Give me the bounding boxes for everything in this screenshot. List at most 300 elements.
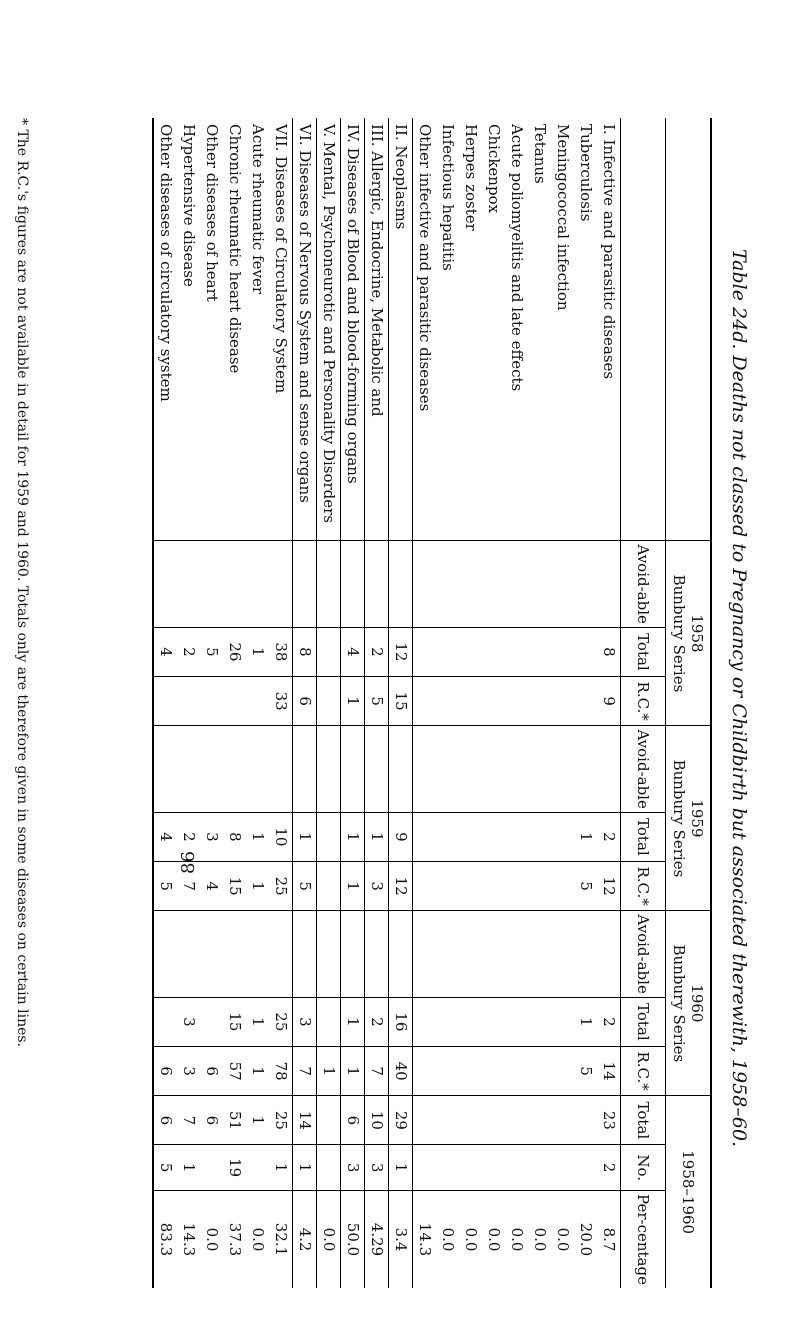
table-cell	[505, 726, 528, 812]
table-cell	[551, 1096, 574, 1145]
table-cell: 9	[597, 676, 621, 726]
table-cell	[200, 676, 223, 726]
table-cell: 7	[293, 1046, 317, 1096]
table-cell: 6	[153, 1096, 177, 1145]
header-sub: Total	[621, 997, 666, 1046]
table-cell: 6	[200, 1096, 223, 1145]
table-cell	[413, 997, 437, 1046]
table-cell: 1	[246, 812, 269, 861]
table-row	[574, 118, 597, 1288]
header-row-subcolumns	[621, 118, 666, 1288]
table-cell: 20.0	[574, 1191, 597, 1289]
table-cell	[341, 726, 365, 812]
header-sub: R.C.*	[621, 676, 666, 726]
table-cell: 1	[317, 1046, 341, 1096]
table-row	[246, 118, 269, 1288]
table-row	[200, 118, 223, 1288]
table-cell	[177, 911, 200, 997]
table-cell: 0.0	[459, 1191, 482, 1289]
table-cell: 4.2	[293, 1191, 317, 1289]
table-row	[597, 118, 621, 1288]
table-cell	[413, 676, 437, 726]
table-cell	[574, 676, 597, 726]
table-cell	[436, 726, 459, 812]
table-cell: 4.29	[365, 1191, 389, 1289]
table-cell: 15	[223, 997, 246, 1046]
row-label: Acute poliomyelitis and late effects	[508, 124, 526, 392]
table-cell: 78	[269, 1046, 293, 1096]
table-cell	[574, 911, 597, 997]
table-cell: 3	[341, 1145, 365, 1191]
table-cell: 2	[597, 1145, 621, 1191]
table-cell: 37.3	[223, 1191, 246, 1289]
table-cell	[551, 911, 574, 997]
table-cell: 1	[246, 861, 269, 911]
table-cell	[459, 1145, 482, 1191]
table-cell	[153, 911, 177, 997]
table-cell: 15	[223, 861, 246, 911]
table-cell: 23	[597, 1096, 621, 1145]
table-cell	[528, 541, 551, 627]
table-cell	[389, 726, 413, 812]
table-cell	[365, 726, 389, 812]
table-cell: 4	[341, 627, 365, 676]
table-cell: 1	[574, 812, 597, 861]
table-cell	[482, 861, 505, 911]
table-cell	[293, 726, 317, 812]
table-cell: 1	[341, 676, 365, 726]
table-cell	[551, 861, 574, 911]
table-cell	[413, 1145, 437, 1191]
table-cell	[317, 1145, 341, 1191]
table-cell	[459, 627, 482, 676]
table-cell: 14.3	[413, 1191, 437, 1289]
table-cell: 57	[223, 1046, 246, 1096]
table-cell	[505, 812, 528, 861]
table-cell: 0.0	[482, 1191, 505, 1289]
header-period-1958: 1958 Bunbury Series	[666, 541, 712, 726]
table-cell	[436, 627, 459, 676]
table-cell: 10	[269, 812, 293, 861]
header-sub: R.C.*	[621, 1046, 666, 1096]
table-cell: 1	[389, 1145, 413, 1191]
table-cell	[317, 812, 341, 861]
table-cell	[436, 1145, 459, 1191]
header-row-periods	[666, 118, 712, 1288]
table-cell: 0.0	[505, 1191, 528, 1289]
table-cell: 3	[177, 997, 200, 1046]
table-cell	[459, 1046, 482, 1096]
table-cell	[436, 911, 459, 997]
table-row	[293, 118, 317, 1288]
table-cell: 40	[389, 1046, 413, 1096]
table-cell	[317, 1096, 341, 1145]
table-cell	[574, 1145, 597, 1191]
row-label: Other diseases of heart	[203, 124, 221, 302]
table-cell: 6	[153, 1046, 177, 1096]
table-cell: 0.0	[436, 1191, 459, 1289]
table-cell: 0.0	[200, 1191, 223, 1289]
table-cell: 8	[223, 812, 246, 861]
table-cell	[177, 676, 200, 726]
table-cell	[293, 911, 317, 997]
table-cell	[317, 861, 341, 911]
table-cell	[153, 676, 177, 726]
table-cell: 14	[293, 1096, 317, 1145]
table-cell	[153, 726, 177, 812]
row-label: Hypertensive disease	[180, 124, 198, 287]
table-cell	[482, 627, 505, 676]
table-cell	[551, 997, 574, 1046]
table-cell: 1	[365, 812, 389, 861]
header-sub: Total	[621, 812, 666, 861]
table-cell: 7	[365, 1046, 389, 1096]
table-cell: 83.3	[153, 1191, 177, 1289]
table-cell: 6	[200, 1046, 223, 1096]
table-cell: 1	[341, 1046, 365, 1096]
table-cell: 5	[574, 1046, 597, 1096]
table-cell	[551, 676, 574, 726]
table-cell: 19	[223, 1145, 246, 1191]
table-row	[528, 118, 551, 1288]
table-cell	[482, 911, 505, 997]
table-cell: 1	[269, 1145, 293, 1191]
table-cell	[551, 812, 574, 861]
table-cell	[389, 911, 413, 997]
table-cell	[551, 541, 574, 627]
table-cell	[413, 726, 437, 812]
table-row	[269, 118, 293, 1288]
table-cell: 10	[365, 1096, 389, 1145]
table-cell	[200, 997, 223, 1046]
table-cell: 8	[597, 627, 621, 676]
table-cell: 3	[200, 812, 223, 861]
table-row	[551, 118, 574, 1288]
header-period-1959: 1959 Bunbury Series	[666, 726, 712, 911]
header-sub: No.	[621, 1145, 666, 1191]
row-label: Meningococcal infection	[554, 124, 572, 311]
table-cell	[528, 861, 551, 911]
table-body	[153, 118, 621, 1288]
table-cell	[341, 911, 365, 997]
table-cell: 15	[389, 676, 413, 726]
table-cell	[436, 997, 459, 1046]
table-cell	[269, 541, 293, 627]
table-cell: 2	[177, 627, 200, 676]
row-label: Other infective and parasitic diseases	[416, 124, 434, 412]
table-cell: 29	[389, 1096, 413, 1145]
table-cell	[317, 997, 341, 1046]
table-cell: 6	[341, 1096, 365, 1145]
table-cell	[413, 1096, 437, 1145]
table-cell: 12	[597, 861, 621, 911]
table-cell: 0.0	[528, 1191, 551, 1289]
table-cell: 2	[177, 812, 200, 861]
table-cell	[505, 1096, 528, 1145]
table-cell	[528, 1046, 551, 1096]
table-cell: 5	[365, 676, 389, 726]
table-cell: 6	[293, 676, 317, 726]
table-cell	[528, 812, 551, 861]
table-cell	[528, 1145, 551, 1191]
table-cell	[528, 726, 551, 812]
table-cell	[436, 812, 459, 861]
table-cell	[528, 1096, 551, 1145]
row-label: I. Infective and parasitic diseases	[597, 118, 621, 541]
table-cell: 14	[597, 1046, 621, 1096]
table-cell	[246, 1145, 269, 1191]
table-cell	[293, 541, 317, 627]
table-row	[505, 118, 528, 1288]
table-cell	[200, 911, 223, 997]
table-cell: 2	[365, 997, 389, 1046]
header-period-1960: 1960 Bunbury Series	[666, 911, 712, 1096]
data-table	[152, 118, 712, 1288]
table-cell: 7	[177, 1096, 200, 1145]
row-label: IV. Diseases of Blood and blood-forming organs	[341, 118, 365, 541]
table-cell: 8	[293, 627, 317, 676]
table-cell	[317, 726, 341, 812]
table-cell: 1	[574, 997, 597, 1046]
table-cell: 2	[365, 627, 389, 676]
table-cell: 4	[153, 627, 177, 676]
table-cell: 26	[223, 627, 246, 676]
table-cell: 14.3	[177, 1191, 200, 1289]
table-cell	[597, 911, 621, 997]
table-cell: 1	[341, 997, 365, 1046]
table-cell: 1	[341, 812, 365, 861]
table-cell: 5	[293, 861, 317, 911]
table-cell	[389, 541, 413, 627]
table-row	[341, 118, 365, 1288]
table-cell: 1	[246, 997, 269, 1046]
table-cell	[597, 726, 621, 812]
table-cell	[459, 861, 482, 911]
table-cell	[505, 541, 528, 627]
table-caption: Table 24d. Deaths not classed to Pregnancy or Childbirth but associated therewith, 1958–60.	[728, 248, 750, 1148]
table-cell: 1	[293, 1145, 317, 1191]
table-cell: 51	[223, 1096, 246, 1145]
table-cell: 1	[341, 861, 365, 911]
table-cell	[459, 997, 482, 1046]
table-cell: 16	[389, 997, 413, 1046]
table-cell: 3	[177, 1046, 200, 1096]
row-label: Infectious hepatitis	[439, 124, 457, 271]
table-cell	[482, 541, 505, 627]
table-cell: 3.4	[389, 1191, 413, 1289]
table-cell	[482, 997, 505, 1046]
table-cell: 4	[200, 861, 223, 911]
table-cell	[413, 541, 437, 627]
header-sub-label-cell	[621, 118, 666, 541]
header-sub: Total	[621, 1096, 666, 1145]
row-label: Chronic rheumatic heart disease	[226, 124, 244, 374]
table-cell	[413, 861, 437, 911]
table-row	[413, 118, 437, 1288]
header-label-cell	[666, 118, 712, 541]
table-cell	[365, 911, 389, 997]
header-sub: Total	[621, 627, 666, 676]
table-row	[223, 118, 246, 1288]
table-cell	[436, 541, 459, 627]
table-cell	[153, 541, 177, 627]
table-cell: 0.0	[317, 1191, 341, 1289]
table-cell	[459, 676, 482, 726]
header-sub: Per-centage	[621, 1191, 666, 1289]
header-sub: Avoid-able	[621, 726, 666, 812]
table-row	[153, 118, 177, 1288]
table-cell	[177, 726, 200, 812]
table-cell	[597, 541, 621, 627]
table-cell	[528, 911, 551, 997]
table-cell	[223, 676, 246, 726]
table-cell	[223, 726, 246, 812]
row-label: Tetanus	[531, 124, 549, 184]
table-cell: 2	[597, 812, 621, 861]
table-cell	[223, 541, 246, 627]
header-sub: Avoid-able	[621, 541, 666, 627]
table-cell	[246, 541, 269, 627]
table-cell	[574, 541, 597, 627]
table-cell	[459, 726, 482, 812]
table-cell	[459, 1096, 482, 1145]
table-row	[389, 118, 413, 1288]
table-cell	[436, 1096, 459, 1145]
table-row	[459, 118, 482, 1288]
table-cell	[436, 1046, 459, 1096]
table-cell	[505, 627, 528, 676]
table-cell	[269, 911, 293, 997]
row-label: Chickenpox	[485, 124, 503, 214]
table-cell	[200, 541, 223, 627]
table-cell	[200, 1145, 223, 1191]
table-cell: 1	[246, 627, 269, 676]
table-cell: 1	[293, 812, 317, 861]
table-cell	[551, 627, 574, 676]
table-cell	[574, 1096, 597, 1145]
table-cell: 1	[246, 1096, 269, 1145]
table-cell	[365, 541, 389, 627]
table-cell	[177, 541, 200, 627]
row-label: Herpes zoster	[462, 124, 480, 231]
table-cell	[459, 812, 482, 861]
table-cell	[574, 726, 597, 812]
table-cell: 25	[269, 1096, 293, 1145]
table-row	[177, 118, 200, 1288]
table-cell	[482, 1046, 505, 1096]
table-cell: 5	[574, 861, 597, 911]
header-sub: R.C.*	[621, 861, 666, 911]
row-label: Acute rheumatic fever	[249, 124, 267, 295]
table-cell	[551, 1145, 574, 1191]
page-number: 86	[178, 851, 200, 874]
table-cell: 25	[269, 861, 293, 911]
table-cell	[505, 861, 528, 911]
table-row	[436, 118, 459, 1288]
table-cell: 0.0	[551, 1191, 574, 1289]
table-cell	[317, 676, 341, 726]
table-cell: 32.1	[269, 1191, 293, 1289]
table-row	[482, 118, 505, 1288]
header-period-1958-1960: 1958–1960	[666, 1096, 712, 1288]
table-cell	[551, 1046, 574, 1096]
table-cell	[505, 1145, 528, 1191]
table-cell: 50.0	[341, 1191, 365, 1289]
rotated-page-content	[14, 108, 750, 1288]
table-cell: 5	[153, 1145, 177, 1191]
header-sub: Avoid-able	[621, 911, 666, 997]
table-cell: 25	[269, 997, 293, 1046]
table-cell	[246, 676, 269, 726]
table-cell: 3	[365, 861, 389, 911]
table-cell: 1	[246, 1046, 269, 1096]
table-footnote: * The R.C.'s figures are not available in detail for 1959 and 1960. Totals only are therefore given in some diseases on certain lines.	[14, 118, 30, 1048]
table-cell: 5	[200, 627, 223, 676]
table-cell: 7	[177, 861, 200, 911]
table-cell	[505, 997, 528, 1046]
table-cell	[482, 1096, 505, 1145]
table-cell	[551, 726, 574, 812]
table-cell	[505, 676, 528, 726]
table-row	[317, 118, 341, 1288]
table-cell	[246, 726, 269, 812]
table-cell	[413, 812, 437, 861]
table-cell: 33	[269, 676, 293, 726]
table-cell	[528, 676, 551, 726]
table-cell	[413, 911, 437, 997]
row-label: VI. Diseases of Nervous System and sense organs	[293, 118, 317, 541]
table-cell: 8.7	[597, 1191, 621, 1289]
table-cell	[482, 726, 505, 812]
row-label: Other diseases of circulatory system	[153, 118, 177, 541]
table-cell: 4	[153, 812, 177, 861]
row-label: III. Allergic, Endocrine, Metabolic and	[365, 118, 389, 541]
table-cell	[528, 627, 551, 676]
table-cell	[200, 726, 223, 812]
table-cell	[436, 861, 459, 911]
table-cell	[528, 997, 551, 1046]
table-cell: 1	[177, 1145, 200, 1191]
row-label: V. Mental, Psychoneurotic and Personality Disorders	[317, 118, 341, 541]
table-cell	[153, 997, 177, 1046]
table-cell	[436, 676, 459, 726]
table-cell	[317, 627, 341, 676]
table-cell	[505, 911, 528, 997]
table-cell	[223, 911, 246, 997]
table-cell: 2	[597, 997, 621, 1046]
table-cell	[482, 1145, 505, 1191]
table-cell	[459, 911, 482, 997]
table-cell	[341, 541, 365, 627]
table-cell	[269, 726, 293, 812]
table-cell: 9	[389, 812, 413, 861]
table-cell: 3	[365, 1145, 389, 1191]
table-cell: 0.0	[246, 1191, 269, 1289]
table-cell	[482, 676, 505, 726]
table-cell	[317, 541, 341, 627]
row-label: Tuberculosis	[577, 124, 595, 222]
row-label: VII. Diseases of Circulatory System	[269, 118, 293, 541]
table-cell: 5	[153, 861, 177, 911]
table-cell	[505, 1046, 528, 1096]
table-cell: 38	[269, 627, 293, 676]
table-cell	[317, 911, 341, 997]
table-cell: 3	[293, 997, 317, 1046]
table-cell	[413, 1046, 437, 1096]
table-cell	[574, 627, 597, 676]
table-cell	[459, 541, 482, 627]
row-label: II. Neoplasms	[389, 118, 413, 541]
